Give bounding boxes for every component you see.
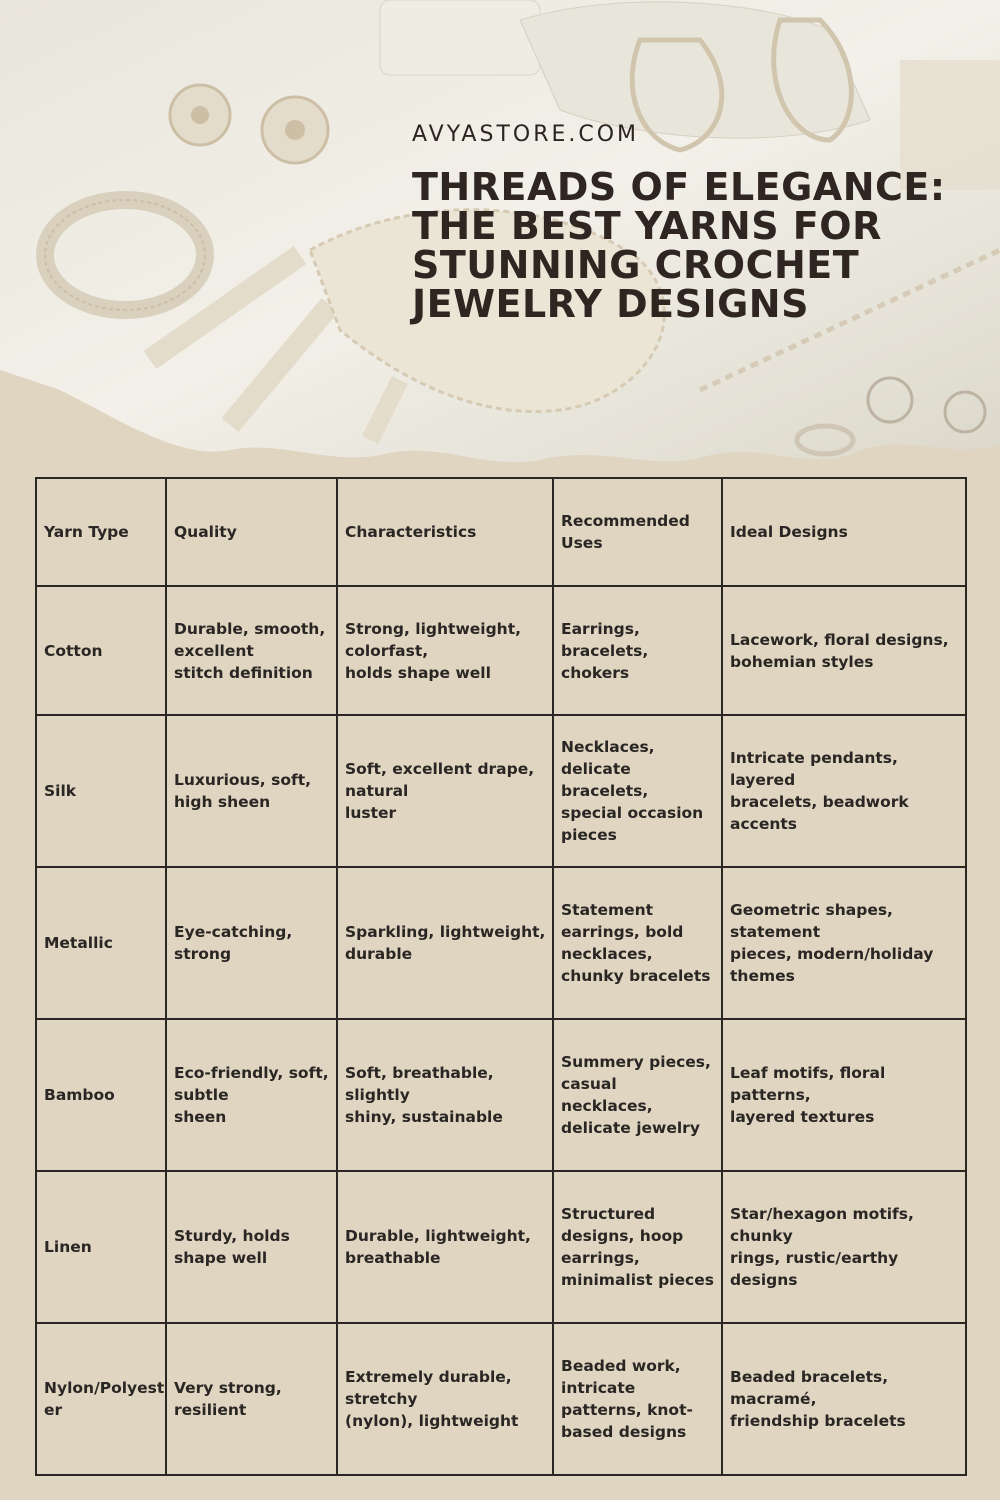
table-row xyxy=(36,1323,966,1475)
cell-ideal-designs: Geometric shapes, statement pieces, modern/holiday themes xyxy=(722,867,966,1019)
cell-quality: Eye-catching, strong xyxy=(166,867,337,1019)
header-characteristics: Characteristics xyxy=(337,478,553,586)
cell-yarn-type: Metallic xyxy=(36,867,166,1019)
cell-ideal-designs: Beaded bracelets, macramé, friendship bracelets xyxy=(722,1323,966,1475)
header-yarn-type: Yarn Type xyxy=(36,478,166,586)
yarn-comparison-table xyxy=(35,477,967,1476)
header-recommended-uses: Recommended Uses xyxy=(553,478,722,586)
cell-characteristics: Strong, lightweight, colorfast, holds shape well xyxy=(337,586,553,715)
hero-banner xyxy=(0,0,1000,470)
cell-quality: Durable, smooth, excellent stitch definition xyxy=(166,586,337,715)
brand-label: AVYASTORE.COM xyxy=(412,122,640,147)
cell-recommended-uses: Structured designs, hoop earrings, minimalist pieces xyxy=(553,1171,722,1323)
cell-ideal-designs: Leaf motifs, floral patterns, layered textures xyxy=(722,1019,966,1171)
cell-quality: Luxurious, soft, high sheen xyxy=(166,715,337,867)
cell-characteristics: Sparkling, lightweight, durable xyxy=(337,867,553,1019)
cell-recommended-uses: Beaded work, intricate patterns, knot- based designs xyxy=(553,1323,722,1475)
page-title xyxy=(412,165,972,326)
cell-yarn-type: Linen xyxy=(36,1171,166,1323)
title-line: STUNNING CROCHET xyxy=(412,243,860,287)
cell-recommended-uses: Statement earrings, bold necklaces, chunky bracelets xyxy=(553,867,722,1019)
cell-characteristics: Durable, lightweight, breathable xyxy=(337,1171,553,1323)
cell-characteristics: Extremely durable, stretchy (nylon), lightweight xyxy=(337,1323,553,1475)
table-header-row xyxy=(36,478,966,586)
cell-yarn-type: Cotton xyxy=(36,586,166,715)
title-line: THE BEST YARNS FOR xyxy=(412,204,882,248)
table-row xyxy=(36,715,966,867)
cell-recommended-uses: Earrings, bracelets, chokers xyxy=(553,586,722,715)
cell-yarn-type: Silk xyxy=(36,715,166,867)
cell-yarn-type: Nylon/Polyest er xyxy=(36,1323,166,1475)
header-quality: Quality xyxy=(166,478,337,586)
cell-ideal-designs: Star/hexagon motifs, chunky rings, rustic/earthy designs xyxy=(722,1171,966,1323)
table-row xyxy=(36,586,966,715)
cell-quality: Sturdy, holds shape well xyxy=(166,1171,337,1323)
cell-characteristics: Soft, excellent drape, natural luster xyxy=(337,715,553,867)
title-line: JEWELRY DESIGNS xyxy=(412,282,809,326)
cell-recommended-uses: Necklaces, delicate bracelets, special occasion pieces xyxy=(553,715,722,867)
cell-ideal-designs: Intricate pendants, layered bracelets, beadwork accents xyxy=(722,715,966,867)
table-row xyxy=(36,867,966,1019)
cell-yarn-type: Bamboo xyxy=(36,1019,166,1171)
table-row xyxy=(36,1019,966,1171)
header-ideal-designs: Ideal Designs xyxy=(722,478,966,586)
cell-characteristics: Soft, breathable, slightly shiny, sustainable xyxy=(337,1019,553,1171)
cell-ideal-designs: Lacework, floral designs, bohemian styles xyxy=(722,586,966,715)
title-line: THREADS OF ELEGANCE: xyxy=(412,165,946,209)
cell-recommended-uses: Summery pieces, casual necklaces, delicate jewelry xyxy=(553,1019,722,1171)
cell-quality: Eco-friendly, soft, subtle sheen xyxy=(166,1019,337,1171)
table-row xyxy=(36,1171,966,1323)
cell-quality: Very strong, resilient xyxy=(166,1323,337,1475)
